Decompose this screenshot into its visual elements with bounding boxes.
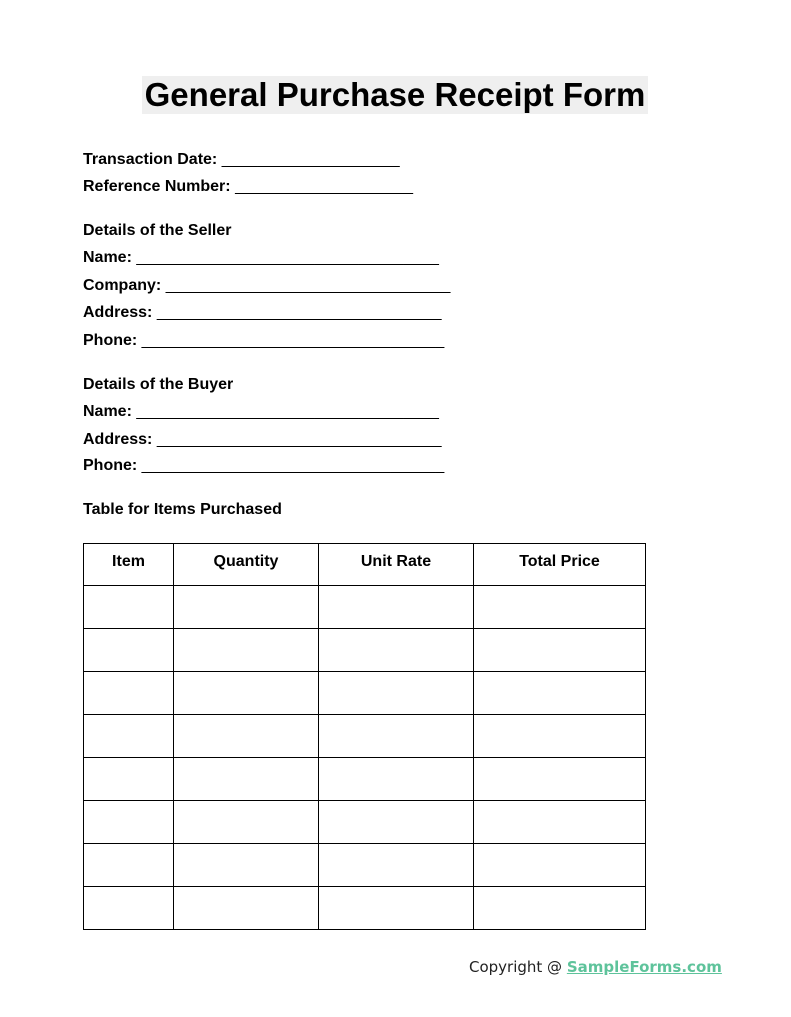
table-cell[interactable]: [319, 887, 474, 930]
table-cell[interactable]: [474, 672, 646, 715]
seller-heading: Details of the Seller: [83, 222, 232, 239]
table-row: [84, 629, 646, 672]
table-cell[interactable]: [84, 715, 174, 758]
table-row: [84, 801, 646, 844]
items-table: [83, 543, 646, 930]
field-label: Address:: [83, 431, 153, 448]
table-row: [84, 844, 646, 887]
seller-phone-field: [83, 332, 444, 350]
field-label: Name:: [83, 249, 132, 266]
transaction-date-field: [83, 151, 400, 169]
seller-company-field: [83, 277, 450, 295]
copyright-text: Copyright @: [469, 958, 567, 976]
table-row: [84, 586, 646, 629]
table-cell[interactable]: [174, 586, 319, 629]
items-table-heading: Table for Items Purchased: [83, 501, 282, 518]
table-cell[interactable]: [319, 672, 474, 715]
table-cell[interactable]: [174, 758, 319, 801]
blank-line[interactable]: ________________________________: [156, 431, 442, 448]
table-cell[interactable]: [319, 801, 474, 844]
reference-number-field: [83, 178, 413, 196]
field-label: Phone:: [83, 457, 138, 474]
table-cell[interactable]: [474, 887, 646, 930]
table-cell[interactable]: [84, 801, 174, 844]
table-row: [84, 887, 646, 930]
field-label: Company:: [83, 277, 162, 294]
buyer-heading: Details of the Buyer: [83, 376, 234, 393]
blank-line[interactable]: __________________________________: [141, 457, 445, 474]
buyer-address-field: [83, 431, 442, 449]
table-cell[interactable]: [474, 715, 646, 758]
table-cell[interactable]: [319, 715, 474, 758]
blank-line[interactable]: __________________________________: [136, 249, 439, 266]
blank-line[interactable]: ________________________________: [165, 277, 451, 294]
table-cell[interactable]: [474, 801, 646, 844]
table-cell[interactable]: [84, 672, 174, 715]
table-cell[interactable]: [319, 758, 474, 801]
table-row: [84, 672, 646, 715]
table-cell[interactable]: [84, 758, 174, 801]
column-header-quantity: Quantity: [174, 544, 319, 586]
blank-line[interactable]: __________________________________: [136, 403, 439, 420]
table-cell[interactable]: [174, 887, 319, 930]
table-cell[interactable]: [84, 887, 174, 930]
table-cell[interactable]: [319, 629, 474, 672]
field-label: Transaction Date:: [83, 151, 218, 168]
column-header-item: Item: [84, 544, 174, 586]
copyright-footer: [469, 958, 722, 976]
table-cell[interactable]: [319, 586, 474, 629]
table-cell[interactable]: [84, 586, 174, 629]
table-cell[interactable]: [174, 672, 319, 715]
sampleforms-link[interactable]: SampleForms.com: [566, 958, 722, 976]
table-cell[interactable]: [319, 844, 474, 887]
table-cell[interactable]: [474, 629, 646, 672]
buyer-name-field: [83, 403, 439, 421]
table-cell[interactable]: [174, 715, 319, 758]
table-header-row: [84, 544, 646, 586]
table-cell[interactable]: [84, 844, 174, 887]
field-label: Address:: [83, 304, 153, 321]
field-label: Name:: [83, 403, 132, 420]
column-header-unit-rate: Unit Rate: [319, 544, 474, 586]
page-title: General Purchase Receipt Form: [142, 76, 648, 114]
table-row: [84, 715, 646, 758]
blank-line[interactable]: ________________________________: [156, 304, 442, 321]
table-cell[interactable]: [474, 844, 646, 887]
seller-address-field: [83, 304, 442, 322]
blank-line[interactable]: ____________________: [235, 178, 414, 195]
blank-line[interactable]: ____________________: [221, 151, 400, 168]
buyer-phone-field: [83, 457, 444, 475]
field-label: Phone:: [83, 332, 138, 349]
table-cell[interactable]: [84, 629, 174, 672]
table-cell[interactable]: [174, 629, 319, 672]
table-cell[interactable]: [174, 801, 319, 844]
table-row: [84, 758, 646, 801]
column-header-total-price: Total Price: [474, 544, 646, 586]
table-cell[interactable]: [474, 586, 646, 629]
table-cell[interactable]: [474, 758, 646, 801]
blank-line[interactable]: __________________________________: [141, 332, 445, 349]
seller-name-field: [83, 249, 439, 267]
field-label: Reference Number:: [83, 178, 231, 195]
table-cell[interactable]: [174, 844, 319, 887]
